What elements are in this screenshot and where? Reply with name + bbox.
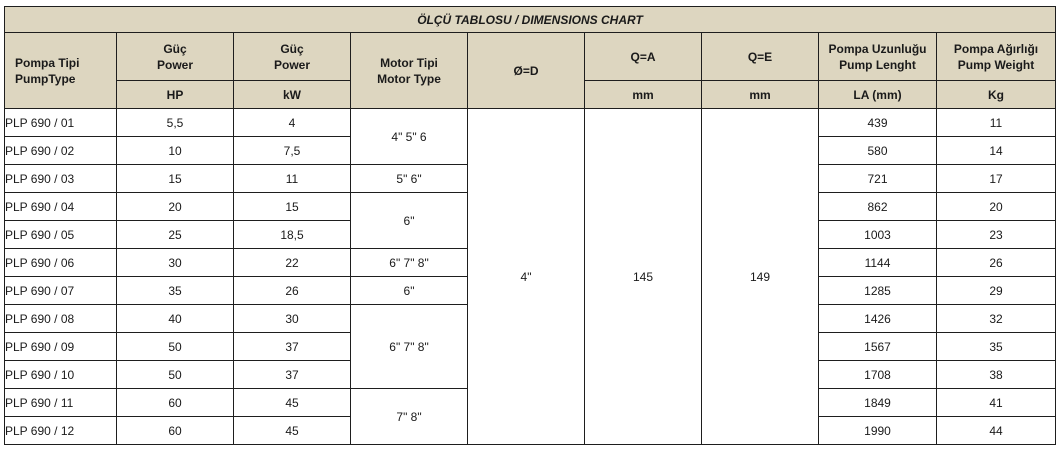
cell-hp: 25: [117, 221, 234, 249]
cell-length: 721: [819, 165, 937, 193]
cell-kw: 11: [234, 165, 351, 193]
cell-pump-type: PLP 690 / 03: [5, 165, 117, 193]
cell-weight: 14: [937, 137, 1056, 165]
cell-hp: 60: [117, 389, 234, 417]
header-weight-tr: Pompa Ağırlığı: [953, 41, 1039, 56]
header-length: [819, 33, 937, 81]
header-power-hp-tr: Güç: [163, 41, 187, 56]
cell-hp: 5,5: [117, 109, 234, 137]
table-row: [5, 109, 1056, 137]
cell-kw: 15: [234, 193, 351, 221]
cell-pump-type: PLP 690 / 12: [5, 417, 117, 445]
header-motor-type: [351, 33, 468, 109]
cell-kw: 22: [234, 249, 351, 277]
cell-length: 1567: [819, 333, 937, 361]
header-length-en: Pump Lenght: [839, 57, 916, 72]
cell-weight: 11: [937, 109, 1056, 137]
header-power-hp: [117, 33, 234, 81]
header-power-kw: [234, 33, 351, 81]
cell-a: 145: [585, 109, 702, 445]
unit-a: mm: [585, 81, 702, 109]
cell-pump-type: PLP 690 / 09: [5, 333, 117, 361]
header-a: Q=A: [585, 33, 702, 81]
cell-weight: 38: [937, 361, 1056, 389]
cell-motor-type: 6" 7" 8": [351, 249, 468, 277]
cell-weight: 41: [937, 389, 1056, 417]
cell-motor-type: 6": [351, 277, 468, 305]
dimensions-chart: [4, 6, 1055, 445]
unit-weight: Kg: [937, 81, 1056, 109]
header-d: Ø=D: [468, 33, 585, 109]
unit-hp: HP: [117, 81, 234, 109]
header-length-tr: Pompa Uzunluğu: [828, 41, 927, 56]
cell-weight: 35: [937, 333, 1056, 361]
header-motor-type-tr: Motor Tipi: [380, 55, 438, 70]
unit-e: mm: [702, 81, 819, 109]
cell-hp: 30: [117, 249, 234, 277]
cell-weight: 17: [937, 165, 1056, 193]
cell-pump-type: PLP 690 / 10: [5, 361, 117, 389]
cell-motor-type: 6" 7" 8": [351, 305, 468, 389]
cell-length: 580: [819, 137, 937, 165]
header-pump-type-tr: Pompa Tipi: [15, 55, 80, 70]
cell-pump-type: PLP 690 / 06: [5, 249, 117, 277]
header-power-kw-en: Power: [273, 57, 310, 72]
cell-kw: 37: [234, 333, 351, 361]
cell-pump-type: PLP 690 / 05: [5, 221, 117, 249]
cell-kw: 26: [234, 277, 351, 305]
cell-length: 1003: [819, 221, 937, 249]
cell-hp: 50: [117, 361, 234, 389]
cell-hp: 15: [117, 165, 234, 193]
cell-length: 862: [819, 193, 937, 221]
cell-hp: 60: [117, 417, 234, 445]
cell-kw: 37: [234, 361, 351, 389]
chart-title: ÖLÇÜ TABLOSU / DIMENSIONS CHART: [5, 7, 1056, 33]
cell-kw: 45: [234, 389, 351, 417]
cell-d: 4": [468, 109, 585, 445]
cell-weight: 26: [937, 249, 1056, 277]
cell-length: 1144: [819, 249, 937, 277]
cell-length: 1849: [819, 389, 937, 417]
cell-motor-type: 4" 5" 6: [351, 109, 468, 165]
cell-kw: 45: [234, 417, 351, 445]
cell-pump-type: PLP 690 / 02: [5, 137, 117, 165]
header-power-kw-tr: Güç: [280, 41, 304, 56]
cell-length: 1285: [819, 277, 937, 305]
cell-kw: 4: [234, 109, 351, 137]
cell-motor-type: 7" 8": [351, 389, 468, 445]
cell-kw: 18,5: [234, 221, 351, 249]
cell-weight: 23: [937, 221, 1056, 249]
cell-hp: 35: [117, 277, 234, 305]
header-weight: [937, 33, 1056, 81]
unit-length: LA (mm): [819, 81, 937, 109]
cell-motor-type: 6": [351, 193, 468, 249]
header-pump-type: [5, 33, 117, 109]
cell-weight: 29: [937, 277, 1056, 305]
cell-length: 1990: [819, 417, 937, 445]
cell-hp: 40: [117, 305, 234, 333]
cell-e: 149: [702, 109, 819, 445]
cell-kw: 30: [234, 305, 351, 333]
dimensions-table: [4, 6, 1056, 445]
cell-pump-type: PLP 690 / 01: [5, 109, 117, 137]
cell-hp: 50: [117, 333, 234, 361]
cell-kw: 7,5: [234, 137, 351, 165]
header-e: Q=E: [702, 33, 819, 81]
cell-pump-type: PLP 690 / 04: [5, 193, 117, 221]
cell-pump-type: PLP 690 / 08: [5, 305, 117, 333]
cell-hp: 20: [117, 193, 234, 221]
header-power-hp-en: Power: [156, 57, 193, 72]
unit-kw: kW: [234, 81, 351, 109]
cell-weight: 32: [937, 305, 1056, 333]
cell-pump-type: PLP 690 / 11: [5, 389, 117, 417]
cell-hp: 10: [117, 137, 234, 165]
cell-length: 1426: [819, 305, 937, 333]
header-weight-en: Pump Weight: [957, 57, 1035, 72]
cell-motor-type: 5" 6": [351, 165, 468, 193]
header-pump-type-en: PumpType: [15, 71, 76, 86]
header-motor-type-en: Motor Type: [377, 71, 441, 86]
cell-length: 439: [819, 109, 937, 137]
cell-pump-type: PLP 690 / 07: [5, 277, 117, 305]
cell-length: 1708: [819, 361, 937, 389]
cell-weight: 20: [937, 193, 1056, 221]
cell-weight: 44: [937, 417, 1056, 445]
